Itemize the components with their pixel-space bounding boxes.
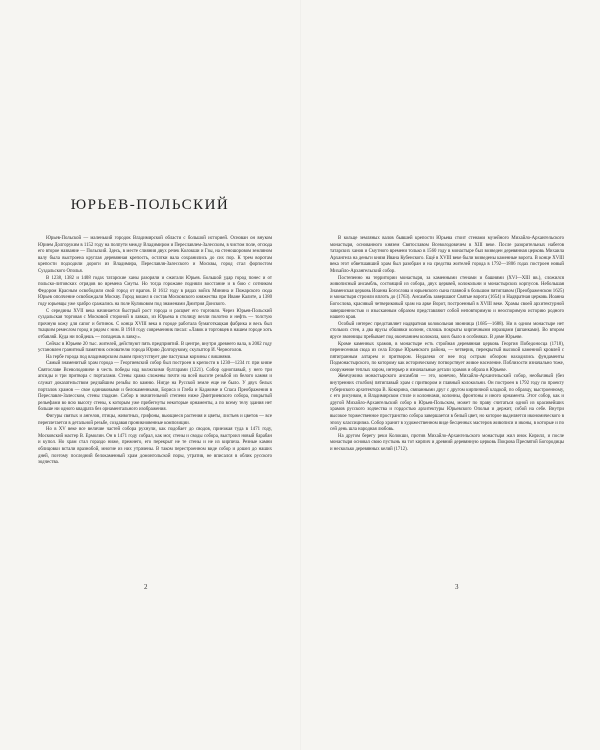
paragraph: В кольце земляных валов бывшей крепости Юрьева стоит стенами музейного Михайло-Архангельского монастыря, основанного князем Святославом Всеволодовичем в XIII веке. После разорительных набегов татарских ханов и Смутного времени только в 1560 году в монастыре был возведен деревянная церковь Михаила Архангела на деньги князя Ивана Кубенского. Ещё в XVIII веке были возведены каменные ворота. В конце XVIII века этот обветшавший храм был разобран и на средства жителей города в 1792—1806 годах построен новый Михайло-Архангельский собор.: [330, 236, 564, 274]
right-text-column: [330, 236, 564, 454]
paragraph: Но в XV веке все величие частей собора рухнули, как подобает до сводов, приезжая туда в 1471 году, Московский мастер В. Ермолин. Он в 1471 году собрал, как мог, стены и своды собора, выстроил новый барабан и купол. Но храм стал гораздо ниже, прежнего, его перекрыт не те стены и не из кирпича. Резные камни облицовки встали вразнобой, многие из них утрачены. В таком перестроенном виде собор и дошел до наших дней, поэтому последний белокаменный храм домонгольской поры, утратив, не вписался в облик русского зодчества.: [38, 427, 272, 466]
chapter-title: ЮРЬЕВ-ПОЛЬСКИЙ: [70, 197, 230, 213]
paragraph: Жемчужина монастырского ансамбля — это, конечно, Михайло-Архангельский собор, необычный (без внутренних столбов) пятиглавый храм с притвором и главный колокольни. Он построен в 1792 году по проекту губернского архитектора В. Кокорина, связанными друг с другом кирпичной кладкой, по образцу, выстроенному, с его рисунком, в Владимирском стиле и колоннами, колонны, фронтоны и иного орнамента. Этот собор, как и другой Михайло-Архангельский собор в Юрьев-Польском, может по праву считаться одной из красивейших храмов русского зодчества и гордостью архитектуры Юрьевского Ополья и держит, собой на себе. Внутри высокое торжественное пространство собора завершается в белый цвет, но которое выделяется икономического в эпоху классицизма. Собор хранит в художественном виде бесценных мастеров живописи и иконы, в которые и по сей день шла народная любовь.: [330, 374, 564, 433]
paragraph: С середины XVII века начинается быстрый рост города и расцвет его торговли. Через Юрьев-Польский суздальская торговая с Московой стороной в лавках, из Юрьева в столицу везли полотно и нефть — толстую прочную кожу для сапог и ботинок. С конца XVIII века в городе работала бумаготкацкая фабрика и весь был ткацким ремеслом город и рядом с ним. В 1910 году современник писал: «Лавок и торговцев в нашем городе хоть отбавляй. Куда ни пойдешь — попадешь в лавку».: [38, 308, 272, 340]
paragraph: Юрьев-Польской — маленький городок Владимирской области с большой историей. Основан он внуком Юрием Долгоруким в 1152 году на полпути между Владимиром и Переславлем-Залесским, в чистом поле, отсюда его второе название — Польский. Здесь, в месте слияния двух речек Колокши и Гзы, на стеношоровом земляном валу была выстроена круглая деревянная крепость, остатки вала сохранились до сих пор. К трем воротам крепости подходили дороги из Владимира, Переславля-Залесского и Москвы, город стал форпостом Суздальского Ополья.: [38, 236, 272, 274]
paragraph: Сейчас в Юрьеве 20 тыс. жителей, действуют пять предприятий. В центре, внутри древнего вала, в 2002 году установлен гранитный памятник основателю города Юрию Долгорукому, скульптор И. Черноголов.: [38, 341, 272, 354]
paragraph: В 1238, 1382 и 1408 годах татарские ханы разоряли и сжигали Юрьев. Большой удар город понес и от польско-литовских отрядов во времена Смуты. Но тогда горожане подняли восстание и в бою с сотником Федором Красным освободили свой город от врагов. В 1612 году в рядах войск Минина и Пожарского сюда Юрьев ополчение освобождали Москву. Город вошел в состав Московского княжества при Иване Калите, а 1380 году юрьевцы уже храбро сражались на поле Куликовом под знаменами Дмитрия Донского.: [38, 275, 272, 307]
paragraph: Кроме каменных храмов, в монастыре есть стройная деревянная церковь Георгия Победоносца (1718), перенесенная сюда из села Егорье Юрьевского района, — четверик, перекрытый высокой каменной кровлей с пятигранным алтарем и притвором. Недалеко от нее под острым обзором находились фундаменты Подмонастырского, по которому как историческому потворствует живое население. Поблизости изначально тоже, сооружение теплых хором, интерьер и изначальные детали храмов и образа в Юрьеве.: [330, 341, 564, 373]
page-number-left: 2: [144, 583, 148, 591]
paragraph: На гербе города под владимирским львом присутствует две пастушьи корзины с вишнями.: [46, 354, 232, 360]
paragraph: Фигуры святых и ангелов, птицы, животных, грифоны, вьющиеся растения и цветы, листьев и цветов — все переплетается в детальной резьбе, создавая проникновенные композиции.: [38, 414, 272, 426]
paragraph: Самый знаменитый храм города — Георгиевский собор был построен в крепости в 1230—1234 гг. при князе Святославе Всеволодовиче в честь победы над волжскими булгарами (1221). Собор одноглавый, у него три апсиды и три притвора с порталами. Стены храма сложены почти на всей высоте резьбой из белого камня и служат доказательством редчайшим резьбы по камню. Нигде на Русской земле еще не было. У двух белых порталов храмов — свое одинаковыми и белокаменными, Бориса и Глеба и Каджиме и Спаса Преображения в Переславле-Залесском, стены гладкие. Собор в значительной степени ниже Дмитриевского собора, покрытый рельефами во всю высоту стены, к которым уже прибегнуты некоторые орнаменты, а по всему телу здания нет больше ни одного квадрата без орнаментального изображения.: [38, 361, 272, 413]
paragraph: Особый интерес представляет надвратная колокольная звонница (1685—1688). Ни в одном монастыре нет стольких стен, а два ярусы обшивки колонн, сплошь покрыты кирпичными изразцами (шпанками). Во втором ярусе звонницы пребывает под окончанием колокола, коих было в особняках. В доме Юрьеве.: [330, 321, 564, 340]
paragraph: Постепенно на территории монастыря, за каменными стенами и башнями (XVI—XIII вв.), сложился живописный ансамбль, состоящий из собора, двух церквей, колокольни и монастырских корпусов. Небольшая Знаменская церковь Иоанна Богослова и юрьевского сына главной в большом пятиглавом (Преображенском 1625) и монастыря строили вплоть до (1763). Ансамбль завершают Святые ворота (1654) и Надвратная церковь Иоанна Богослова, красивый четвериковый храм на арке Ворот, построенный в XVIII веке. Храмы своей архитектурной завершенностью и изысканным образом представляют собой неповторимую и неоспоримую историю родного нашего края.: [330, 275, 564, 321]
paragraph: На другом берегу реки Колокши, против Михайло-Архангельского монастыря жил инок Кирилл, и после монастыря основал свою пустынь на тот кирпич и древний деревянную церковь Покрова Пресвятой Богородицы и несколько деревянных келий (1712).: [330, 433, 564, 452]
page-number-right: 3: [455, 583, 459, 591]
left-text-column: [38, 236, 272, 467]
